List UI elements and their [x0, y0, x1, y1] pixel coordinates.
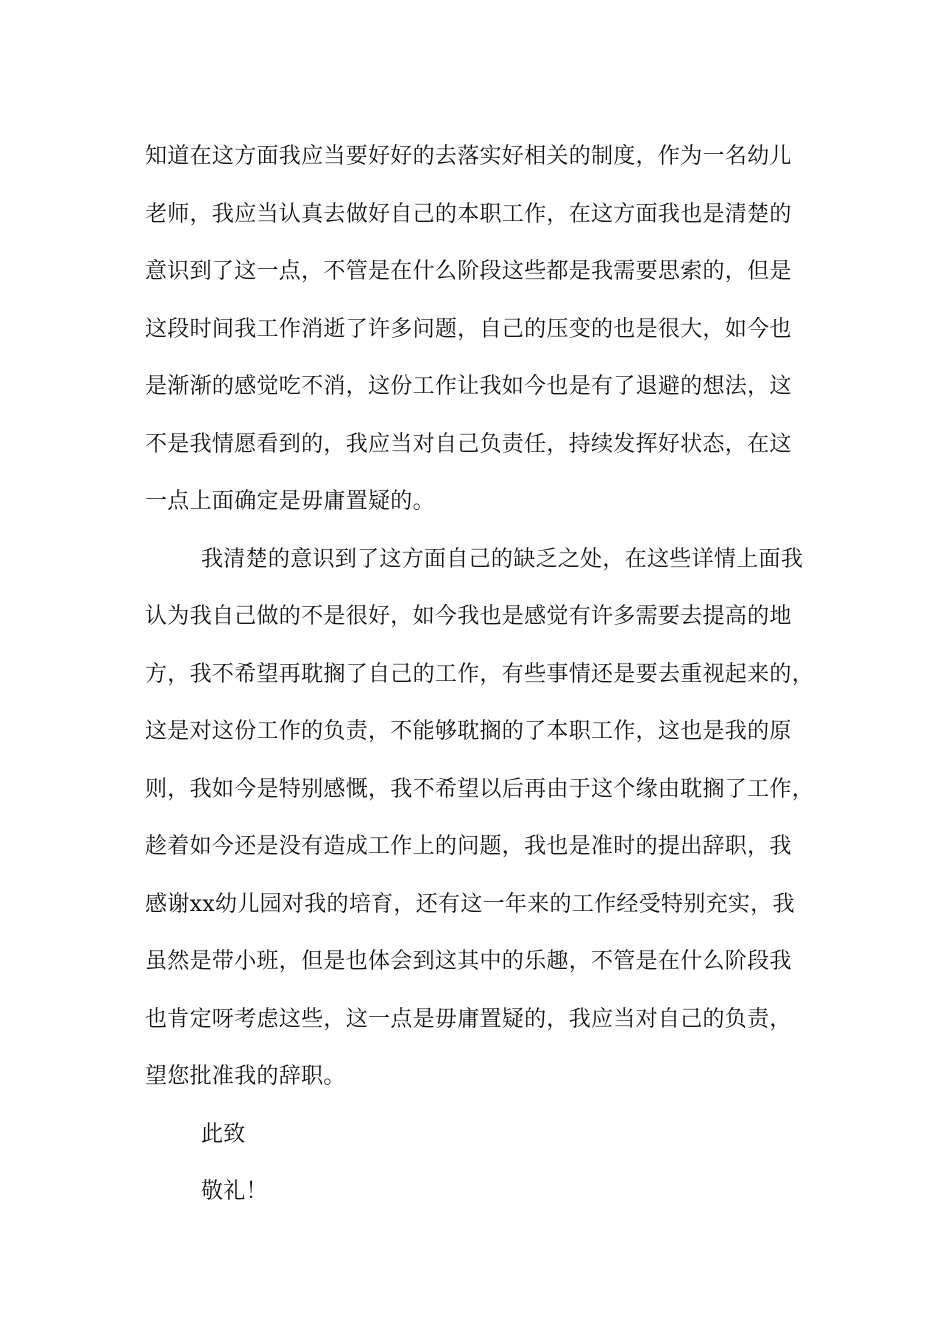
text-line: 老师，我应当认真去做好自己的本职工作，在这方面我也是清楚的 — [145, 201, 792, 227]
paragraph-2 — [145, 531, 825, 1106]
closing-salutation: 此致 — [201, 1121, 246, 1147]
text-line: 也肯定呀考虑这些，这一点是毋庸置疑的，我应当对自己的负责， — [145, 1006, 792, 1032]
text-line: 虽然是带小班，但是也体会到这其中的乐趣，不管是在什么阶段我 — [145, 949, 792, 974]
text-line: 认为我自己做的不是很好，如今我也是感觉有许多需要去提高的地 — [145, 604, 792, 629]
letter-body — [145, 128, 825, 1221]
text-line: 一点上面确定是毋庸置疑的。 — [145, 489, 435, 514]
text-line: 感谢xx幼儿园对我的培育，还有这一年来的工作经受特别充实，我 — [145, 891, 795, 917]
paragraph-1 — [145, 128, 825, 531]
text-line: 我清楚的意识到了这方面自己的缺乏之处，在这些详情上面我 — [201, 546, 804, 572]
text-line: 这段时间我工作消逝了许多问题，自己的压变的也是很大，如今也 — [145, 316, 792, 342]
closing — [145, 1106, 825, 1221]
text-line: 这是对这份工作的负责，不能够耽搁的了本职工作，这也是我的原 — [145, 719, 792, 744]
text-line: 知道在这方面我应当要好好的去落实好相关的制度，作为一名幼儿 — [145, 144, 792, 169]
text-line: 方，我不希望再耽搁了自己的工作，有些事情还是要去重视起来的， — [145, 661, 815, 687]
text-line: 望您批准我的辞职。 — [145, 1064, 346, 1089]
text-line: 不是我情愿看到的，我应当对自己负责任，持续发挥好状态，在这 — [145, 431, 792, 457]
closing-regards: 敬礼！ — [201, 1179, 268, 1204]
text-line: 趁着如今还是没有造成工作上的问题，我也是准时的提出辞职，我 — [145, 834, 792, 859]
text-line: 是渐渐的感觉吃不消，这份工作让我如今也是有了退避的想法，这 — [145, 374, 792, 399]
text-line: 意识到了这一点，不管是在什么阶段这些都是我需要思索的，但是 — [145, 259, 792, 284]
text-line: 则，我如今是特别感慨，我不希望以后再由于这个缘由耽搁了工作， — [145, 776, 815, 802]
